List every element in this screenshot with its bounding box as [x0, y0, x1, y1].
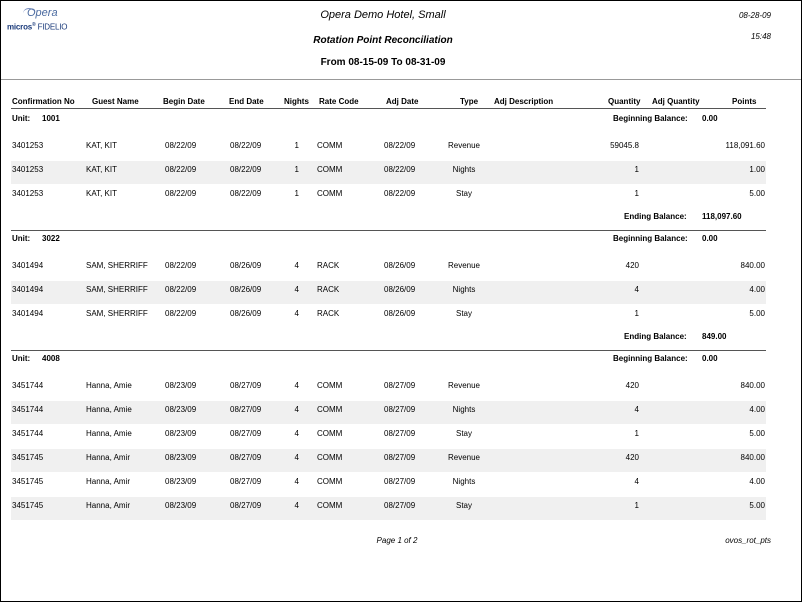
beginning-balance-label: Beginning Balance: — [613, 354, 688, 363]
quantity-value: 1 — [634, 165, 639, 174]
guest-name: KAT, KIT — [86, 189, 117, 198]
nights-value: 4 — [294, 405, 299, 414]
nights-value: 4 — [294, 453, 299, 462]
page-number: Page 1 of 2 — [376, 536, 418, 545]
nights-value: 1 — [294, 189, 299, 198]
end-date: 08/27/09 — [230, 429, 262, 438]
rate-code: RACK — [317, 285, 340, 294]
report-date-range: From 08-15-09 To 08-31-09 — [320, 57, 446, 68]
begin-date: 08/22/09 — [165, 285, 197, 294]
adj-date: 08/26/09 — [384, 285, 416, 294]
quantity-value: 1 — [634, 309, 639, 318]
unit-number: 1001 — [42, 114, 60, 123]
points-value: 4.00 — [749, 285, 765, 294]
end-date: 08/27/09 — [230, 405, 262, 414]
header-divider — [1, 79, 801, 80]
nights-value: 4 — [294, 429, 299, 438]
adj-date: 08/27/09 — [384, 477, 416, 486]
report-code: ovos_rot_pts — [725, 536, 771, 545]
begin-date: 08/22/09 — [165, 309, 197, 318]
end-date: 08/27/09 — [230, 381, 262, 390]
points-value: 5.00 — [749, 501, 765, 510]
unit-label: Unit: — [12, 354, 31, 363]
begin-date: 08/23/09 — [165, 405, 197, 414]
confirmation-number: 3401494 — [12, 261, 44, 270]
col-header-end-date: End Date — [229, 97, 264, 106]
beginning-balance-value: 0.00 — [702, 234, 718, 243]
begin-date: 08/23/09 — [165, 477, 197, 486]
guest-name: Hanna, Amie — [86, 381, 132, 390]
end-date: 08/26/09 — [230, 309, 262, 318]
unit-divider — [11, 350, 766, 351]
quantity-value: 4 — [634, 477, 639, 486]
col-header-type: Type — [460, 97, 479, 106]
quantity-value: 4 — [634, 405, 639, 414]
nights-value: 1 — [294, 141, 299, 150]
confirmation-number: 3401253 — [12, 165, 44, 174]
confirmation-number: 3451744 — [12, 429, 44, 438]
points-value: 840.00 — [740, 381, 765, 390]
rate-code: COMM — [317, 477, 343, 486]
col-header-confirmation: Confirmation No — [12, 97, 75, 106]
confirmation-number: 3401253 — [12, 141, 44, 150]
column-header-divider — [11, 108, 766, 109]
nights-value: 4 — [294, 309, 299, 318]
unit-number: 4008 — [42, 354, 60, 363]
guest-name: Hanna, Amir — [86, 477, 131, 486]
guest-name: Hanna, Amir — [86, 501, 131, 510]
end-date: 08/27/09 — [230, 501, 262, 510]
rate-code: RACK — [317, 309, 340, 318]
rate-code: COMM — [317, 429, 343, 438]
rate-code: COMM — [317, 381, 343, 390]
adj-date: 08/27/09 — [384, 501, 416, 510]
begin-date: 08/22/09 — [165, 165, 197, 174]
hotel-name: Opera Demo Hotel, Small — [320, 9, 446, 21]
unit-number: 3022 — [42, 234, 60, 243]
type-value: Nights — [452, 405, 476, 414]
type-value: Revenue — [447, 261, 481, 270]
type-value: Revenue — [447, 453, 481, 462]
col-header-adj-quantity: Adj Quantity — [652, 97, 700, 106]
guest-name: Hanna, Amie — [86, 405, 132, 414]
confirmation-number: 3451745 — [12, 501, 44, 510]
col-header-adj-description: Adj Description — [494, 97, 554, 106]
adj-date: 08/26/09 — [384, 309, 416, 318]
ending-balance-value: 118,097.60 — [702, 212, 742, 221]
points-value: 840.00 — [740, 261, 765, 270]
beginning-balance-value: 0.00 — [702, 114, 718, 123]
nights-value: 4 — [294, 285, 299, 294]
type-value: Nights — [452, 165, 476, 174]
type-value: Stay — [455, 189, 472, 198]
end-date: 08/27/09 — [230, 453, 262, 462]
rate-code: RACK — [317, 261, 340, 270]
begin-date: 08/23/09 — [165, 381, 197, 390]
points-value: 5.00 — [749, 189, 765, 198]
type-value: Stay — [455, 501, 472, 510]
report-date: 08-28-09 — [738, 11, 771, 20]
adj-date: 08/27/09 — [384, 405, 416, 414]
confirmation-number: 3451744 — [12, 381, 44, 390]
beginning-balance-label: Beginning Balance: — [613, 234, 688, 243]
rate-code: COMM — [317, 189, 343, 198]
quantity-value: 420 — [625, 453, 639, 462]
nights-value: 4 — [294, 261, 299, 270]
unit-label: Unit: — [12, 234, 31, 243]
quantity-value: 1 — [634, 501, 639, 510]
type-value: Revenue — [447, 141, 481, 150]
quantity-value: 420 — [625, 261, 639, 270]
end-date: 08/22/09 — [230, 165, 262, 174]
col-header-rate-code: Rate Code — [319, 97, 359, 106]
fidelio-brand-text: FIDELIO — [37, 22, 68, 32]
type-value: Nights — [452, 285, 476, 294]
nights-value: 1 — [294, 165, 299, 174]
ending-balance-label: Ending Balance: — [624, 212, 687, 221]
micros-fidelio-logo-text: micros® FIDELIO — [7, 22, 68, 32]
adj-date: 08/22/09 — [384, 165, 416, 174]
nights-value: 4 — [294, 381, 299, 390]
nights-value: 4 — [294, 501, 299, 510]
end-date: 08/27/09 — [230, 477, 262, 486]
end-date: 08/26/09 — [230, 261, 262, 270]
adj-date: 08/26/09 — [384, 261, 416, 270]
report-time: 15:48 — [750, 32, 771, 41]
end-date: 08/26/09 — [230, 285, 262, 294]
col-header-nights: Nights — [284, 97, 309, 106]
quantity-value: 59045.8 — [610, 141, 639, 150]
begin-date: 08/22/09 — [165, 261, 197, 270]
guest-name: SAM, SHERRIFF — [86, 261, 148, 270]
end-date: 08/22/09 — [230, 141, 262, 150]
type-value: Revenue — [447, 381, 481, 390]
beginning-balance-value: 0.00 — [702, 354, 718, 363]
quantity-value: 4 — [634, 285, 639, 294]
nights-value: 4 — [294, 477, 299, 486]
points-value: 4.00 — [749, 405, 765, 414]
unit-divider — [11, 230, 766, 231]
col-header-begin-date: Begin Date — [163, 97, 205, 106]
guest-name: KAT, KIT — [86, 141, 117, 150]
points-value: 4.00 — [749, 477, 765, 486]
col-header-points: Points — [732, 97, 757, 106]
ending-balance-value: 849.00 — [702, 332, 727, 341]
guest-name: SAM, SHERRIFF — [86, 309, 148, 318]
opera-logo-text: Opera — [27, 7, 58, 19]
points-value: 1.00 — [749, 165, 765, 174]
guest-name: KAT, KIT — [86, 165, 117, 174]
begin-date: 08/22/09 — [165, 189, 197, 198]
adj-date: 08/27/09 — [384, 381, 416, 390]
quantity-value: 420 — [625, 381, 639, 390]
confirmation-number: 3401494 — [12, 285, 44, 294]
begin-date: 08/23/09 — [165, 429, 197, 438]
rate-code: COMM — [317, 165, 343, 174]
begin-date: 08/22/09 — [165, 141, 197, 150]
adj-date: 08/22/09 — [384, 189, 416, 198]
type-value: Stay — [455, 429, 472, 438]
type-value: Nights — [452, 477, 476, 486]
confirmation-number: 3451745 — [12, 477, 44, 486]
rate-code: COMM — [317, 501, 343, 510]
confirmation-number: 3451745 — [12, 453, 44, 462]
begin-date: 08/23/09 — [165, 453, 197, 462]
guest-name: Hanna, Amie — [86, 429, 132, 438]
begin-date: 08/23/09 — [165, 501, 197, 510]
end-date: 08/22/09 — [230, 189, 262, 198]
ending-balance-label: Ending Balance: — [624, 332, 687, 341]
quantity-value: 1 — [634, 189, 639, 198]
points-value: 5.00 — [749, 309, 765, 318]
confirmation-number: 3401253 — [12, 189, 44, 198]
quantity-value: 1 — [634, 429, 639, 438]
confirmation-number: 3401494 — [12, 309, 44, 318]
col-header-adj-date: Adj Date — [386, 97, 419, 106]
rate-code: COMM — [317, 141, 343, 150]
guest-name: SAM, SHERRIFF — [86, 285, 148, 294]
rate-code: COMM — [317, 453, 343, 462]
points-value: 5.00 — [749, 429, 765, 438]
col-header-quantity: Quantity — [608, 97, 641, 106]
unit-label: Unit: — [12, 114, 31, 123]
confirmation-number: 3451744 — [12, 405, 44, 414]
points-value: 840.00 — [740, 453, 765, 462]
col-header-guest-name: Guest Name — [92, 97, 139, 106]
micros-brand-text: micros — [7, 22, 33, 32]
adj-date: 08/27/09 — [384, 429, 416, 438]
points-value: 118,091.60 — [725, 141, 765, 150]
adj-date: 08/22/09 — [384, 141, 416, 150]
adj-date: 08/27/09 — [384, 453, 416, 462]
type-value: Stay — [455, 309, 472, 318]
guest-name: Hanna, Amir — [86, 453, 131, 462]
rate-code: COMM — [317, 405, 343, 414]
beginning-balance-label: Beginning Balance: — [613, 114, 688, 123]
report-title: Rotation Point Reconciliation — [313, 35, 453, 46]
